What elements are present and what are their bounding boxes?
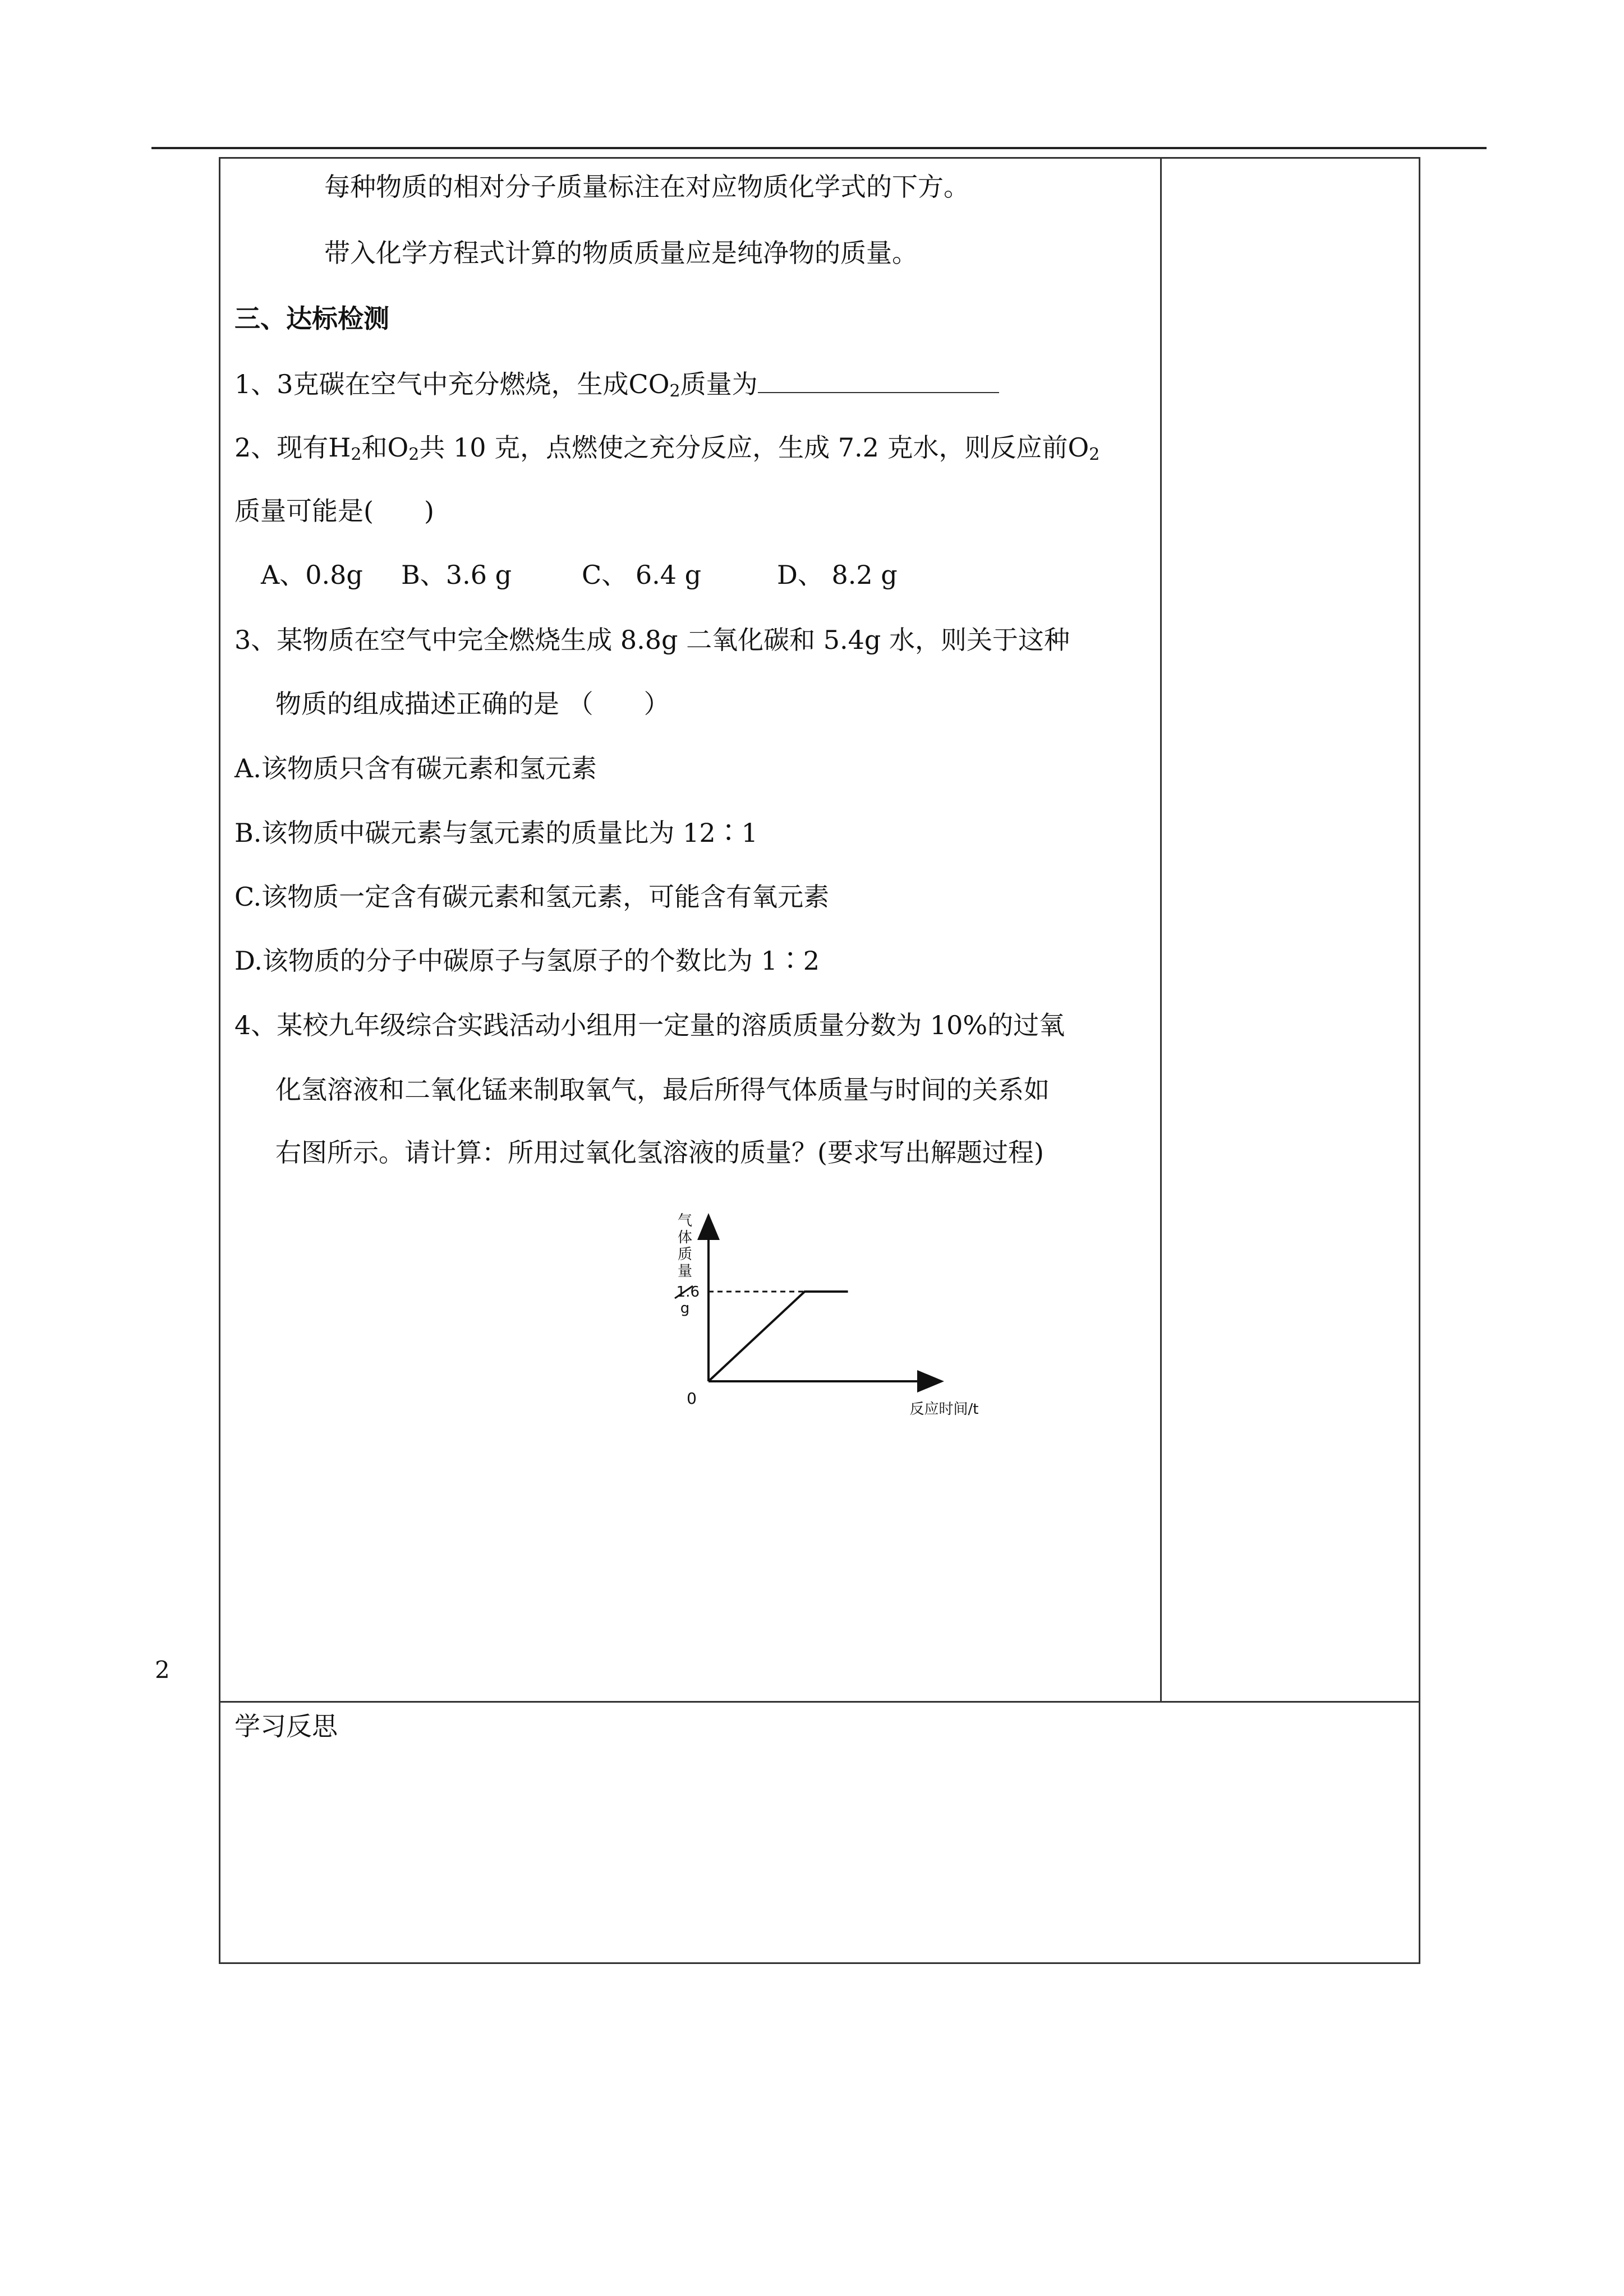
- h2-formula: $H_2$: [328, 432, 362, 464]
- q3-option-b[interactable]: B.该物质中碳元素与氢元素的质量比为 12∶1: [234, 818, 758, 848]
- header-rule: [151, 147, 1487, 149]
- o2-formula-2: $O_2$: [1068, 432, 1100, 464]
- q2-option-c[interactable]: C、 6.4 g: [582, 560, 702, 590]
- y-axis-label-char: 量: [677, 1263, 693, 1280]
- y-axis-unit: g: [680, 1300, 690, 1317]
- question-3-line-1: 3、某物质在空气中完全燃烧生成 8.8g 二氧化碳和 5.4g 水，则关于这种: [234, 625, 1070, 655]
- q3-option-c[interactable]: C.该物质一定含有碳元素和氢元素，可能含有氧元素: [234, 882, 830, 912]
- side-notes-cell[interactable]: [1160, 159, 1420, 1701]
- question-1: [234, 367, 999, 401]
- o2-formula: $O_2$: [387, 432, 420, 464]
- q3-option-a[interactable]: A.该物质只含有碳元素和氢元素: [234, 753, 597, 783]
- question-4-line-1: 4、某校九年级综合实践活动小组用一定量的溶质质量分数为 10%的过氧: [234, 1010, 1065, 1040]
- worksheet-table: [219, 157, 1420, 1964]
- y-tick-label: 1.6: [676, 1284, 700, 1301]
- q2-option-a[interactable]: A、0.8g: [261, 560, 363, 590]
- section-title: 三、达标检测: [234, 303, 389, 334]
- q3-option-d[interactable]: D.该物质的分子中碳原子与氢原子的个数比为 1∶2: [234, 946, 820, 976]
- q1-formula: $CO_2$: [628, 369, 680, 401]
- gas-mass-chart: [658, 1213, 1107, 1449]
- main-content-cell: [220, 159, 1160, 1701]
- note-line-2: 带入化学方程式计算的物质质量应是纯净物的质量。: [324, 238, 918, 268]
- question-2-line-1: 2、现有$H_2$和$O_2$共 10 克，点燃使之充分反应，生成 7.2 克水，则反应前$O_2$: [234, 432, 1100, 464]
- question-2-options: [261, 558, 898, 592]
- q1-suffix: 质量为: [680, 369, 758, 399]
- note-line-1: 每种物质的相对分子质量标注在对应物质化学式的下方。: [324, 172, 969, 202]
- q1-prefix: 1、3克碳在空气中充分燃烧，生成: [234, 369, 629, 399]
- reflection-label: 学习反思: [234, 1711, 338, 1741]
- page-number: 2: [155, 1656, 170, 1684]
- x-axis-label: 反应时间/t: [909, 1401, 979, 1418]
- q2-option-b[interactable]: B、3.6 g: [401, 560, 512, 590]
- q2-option-d[interactable]: D、 8.2 g: [777, 560, 898, 590]
- question-4-line-2: 化氢溶液和二氧化锰来制取氧气，最后所得气体质量与时间的关系如: [275, 1075, 1050, 1105]
- question-3-line-2: 物质的组成描述正确的是 （ ）: [275, 689, 670, 719]
- origin-label: 0: [687, 1389, 697, 1408]
- reflection-cell[interactable]: [220, 1703, 1419, 1962]
- y-axis-label-char: 体: [677, 1229, 693, 1246]
- data-series-line: [709, 1292, 848, 1381]
- question-4-line-3: 右图所示。请计算：所用过氧化氢溶液的质量？(要求写出解题过程): [275, 1137, 1044, 1168]
- y-axis-label-char: 气: [677, 1213, 693, 1229]
- q1-answer-blank[interactable]: [758, 367, 999, 393]
- chart-plot-layer: [675, 1213, 978, 1418]
- question-2-line-2: 质量可能是( ): [234, 496, 434, 526]
- y-axis-label-char: 质: [677, 1246, 693, 1263]
